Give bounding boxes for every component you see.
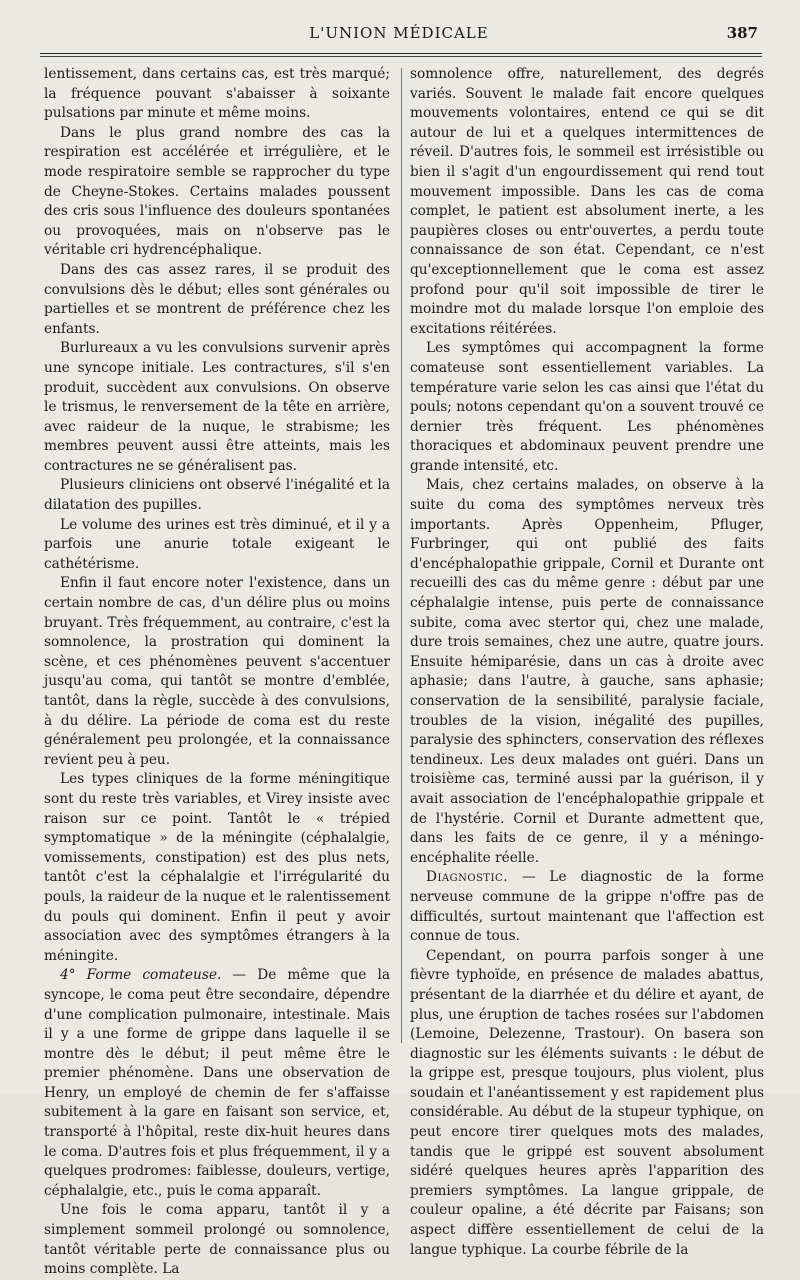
paragraph: Mais, chez certains malades, on observe à la suite du coma des symptômes nerveux très importants. Après Oppenheim, Pfluger, Furbringer, qui ont publié des faits d'encéphalopathie grippale, Cornil et Durante ont recueilli des cas du même genre : début par une céphalalgie intense, puis perte de connaissance subite, coma avec stertor qui, chez une malade, dure trois semaines, chez une autre, quatre jours. Ensuite hémiparésie, dans un cas à droite avec aphasie; dans l'autre, à gauche, sans aphasie; conservation de la sensibilité, paralysie faciale, troubles de la vision, inégalité des pupilles, paralysie des sphincters, conservation des réflexes tendineux. Les deux malades ont guéri. Dans un troisième cas, terminé aussi par la guérison, il y avait association de l'encéphalopathie grippale et de l'hystérie. Cornil et Durante admettent que, dans les faits de ce genre, il y a méningo-encéphalite réelle.: [410, 477, 764, 866]
running-title: L'UNION MÉDICALE: [309, 24, 489, 42]
section-paragraph: [410, 868, 764, 946]
section-text: — Le diagnostic de la forme nerveuse commune de la grippe n'offre pas de difficultés, surtout maintenant que l'affection est connue de tous.: [410, 869, 764, 945]
section-text: — De même que la syncope, le coma peut être secondaire, dépendre d'une complication pulmonaire, intestinale. Mais il y a une forme de grippe dans laquelle il se montre dès le début; il peut même être le premier phénomène. Dans une observation de Henry, un employé de chemin de fer s'affaisse subitement à la gare en faisant son service, et, transporté à l'hôpital, reste dix-huit heures dans le coma. D'autres fois et plus fréquemment, il y a quelques prodromes: faiblesse, douleurs, vertige, céphalalgie, etc., puis le coma apparaît.: [44, 967, 391, 1199]
left-column: [44, 65, 391, 1278]
paragraph: Les types cliniques de la forme méningitique sont du reste très variables, et Virey insiste avec raison sur ce point. Tantôt le « trépied symptomatique » de la méningite (céphalalgie, vomissements, constipation) est des plus nets, tantôt c'est la céphalalgie et l'irrégularité du pouls, la raideur de la nuque et le ralentissement du pouls qui dominent. Enfin il peut y avoir association avec des symptômes étrangers à la méningite.: [44, 771, 390, 964]
right-column: [410, 65, 764, 1258]
column-divider: [401, 68, 402, 1043]
paragraph: Dans le plus grand nombre des cas la respiration est accélérée et irrégulière, et le mode respiratoire semble se rapprocher du type de Cheyne-Stokes. Certains malades poussent des cris sous l'influence des douleurs spontanées ou provoquées, mais on n'observe pas le véritable cri hydrencéphalique.: [44, 124, 390, 259]
page-header: [40, 20, 758, 50]
paragraph: Dans des cas assez rares, il se produit des convulsions dès le début; elles sont générales ou partielles et se montrent de préférence chez les enfants.: [44, 261, 390, 337]
paragraph: Le volume des urines est très diminué, et il y a parfois une anurie totale exigeant le cathétérisme.: [44, 516, 390, 572]
section-heading: 4° Forme comateuse.: [60, 967, 222, 984]
page-number: 387: [726, 24, 758, 42]
paragraph: Une fois le coma apparu, tantôt il y a simplement sommeil prolongé ou somnolence, tantôt véritable perte de connaissance plus ou moins complète. La: [44, 1202, 390, 1278]
section-heading: Diagnostic.: [426, 869, 509, 886]
section-paragraph: [44, 966, 390, 1201]
paragraph: somnolence offre, naturellement, des degrés variés. Souvent le malade fait encore quelques mouvements volontaires, entend ce qui se dit autour de lui et a quelques intermittences de réveil. D'autres fois, le sommeil est irrésistible ou bien il s'agit d'un engourdissement qui rend tout mouvement impossible. Dans les cas de coma complet, le patient est absolument inerte, a les paupières closes ou entr'ouvertes, a perdu toute connaissance de son état. Cependant, ce n'est qu'exceptionnellement que le coma est assez profond pour qu'il soit impossible de tirer le moindre mot du malade lorsque l'on emploie des excitations réitérées.: [410, 66, 764, 337]
paragraph: Les symptômes qui accompagnent la forme comateuse sont essentiellement variables. La température varie selon les cas ainsi que l'état du pouls; notons cependant qu'on a souvent trouvé ce dernier très fréquent. Les phénomènes thoraciques et abdominaux peuvent prendre une grande intensité, etc.: [410, 340, 764, 474]
paragraph: Enfin il faut encore noter l'existence, dans un certain nombre de cas, d'un délire plus ou moins bruyant. Très fréquemment, au contraire, c'est la somnolence, la prostration qui dominent la scène, et ces phénomènes peuvent s'accentuer jusqu'au coma, qui tantôt se montre d'emblée, tantôt, dans la règle, succède à des convulsions, à du délire. La période de coma est du reste généralement peu prolongée, et la connaissance revient peu à peu.: [44, 575, 390, 768]
paragraph: Plusieurs cliniciens ont observé l'inégalité et la dilatation des pupilles.: [44, 477, 390, 514]
header-rule: [40, 53, 762, 57]
paragraph: Burlureaux a vu les convulsions survenir après une syncope initiale. Les contractures, s'il s'en produit, succèdent aux convulsions. On observe le trismus, le renversement de la tête en arrière, avec raideur de la nuque, le strabisme; les membres peuvent aussi être atteints, mais les contractures ne se généralisent pas.: [44, 340, 390, 474]
paragraph: Cependant, on pourra parfois songer à une fièvre typhoïde, en présence de malades abattus, présentant de la diarrhée et du délire et ayant, de plus, une éruption de taches rosées sur l'abdomen (Lemoine, Delezenne, Trastour). On basera son diagnostic sur les éléments suivants : le début de la grippe est, presque toujours, plus violent, plus soudain et l'anéantissement y est rapidement plus considérable. Au début de la stupeur typhique, on peut encore tirer quelques mots des malades, tandis que le grippé est souvent absolument sidéré quelques heures après l'apparition des premiers symptômes. La langue grippale, de couleur opaline, a été décrite par Faisans; son aspect diffère essentiellement de celui de la langue typhique. La courbe fébrile de la: [410, 947, 764, 1258]
paragraph: lentissement, dans certains cas, est très marqué; la fréquence pouvant s'abaisser à soixante pulsations par minute et même moins.: [44, 66, 390, 122]
